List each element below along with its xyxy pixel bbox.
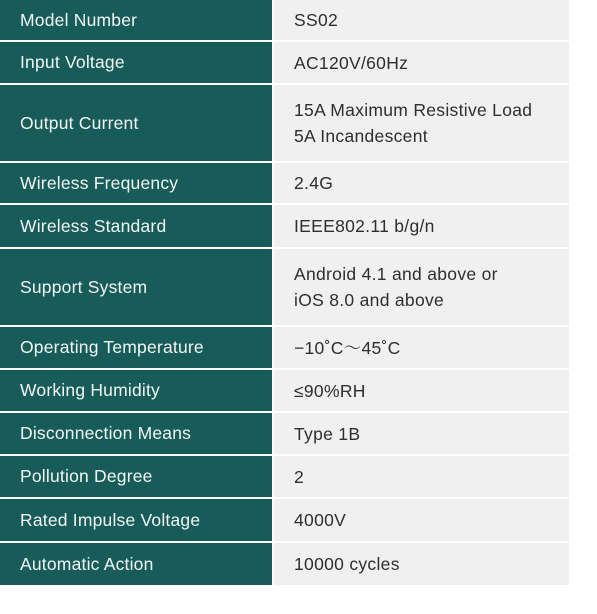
spec-value-line: 2.4G <box>294 173 334 193</box>
spec-value-line: −10˚C～45˚C <box>294 337 401 358</box>
spec-row-input-voltage <box>0 42 569 83</box>
spec-value-line: 2 <box>294 466 305 487</box>
spec-value-line: Android 4.1 and above or <box>294 264 498 284</box>
spec-row-support-system <box>0 249 569 325</box>
spec-value-line: 10000 cycles <box>294 554 400 574</box>
spec-label: Disconnection Means <box>0 413 272 454</box>
spec-row-wireless-standard <box>0 205 569 247</box>
spec-value-line: SS02 <box>294 10 339 30</box>
spec-row-automatic-action <box>0 543 569 585</box>
spec-label: Pollution Degree <box>0 456 272 497</box>
spec-label: Automatic Action <box>0 543 272 585</box>
spec-value-line: 5A Incandescent <box>294 126 428 146</box>
spec-row-working-humidity <box>0 370 569 411</box>
spec-value-line: IEEE802.11 b/g/n <box>294 216 435 236</box>
spec-row-pollution-degree <box>0 456 569 497</box>
spec-value-line: 4000V <box>294 510 347 530</box>
spec-label: Output Current <box>0 85 272 161</box>
spec-value-line: AC120V/60Hz <box>294 52 409 73</box>
spec-row-operating-temperature <box>0 327 569 368</box>
spec-label: Rated Impulse Voltage <box>0 499 272 541</box>
spec-label: Input Voltage <box>0 42 272 83</box>
spec-value <box>274 249 569 325</box>
spec-label: Model Number <box>0 0 272 40</box>
spec-row-output-current <box>0 85 569 161</box>
spec-value-line: Type 1B <box>294 423 361 444</box>
spec-row-rated-impulse-voltage <box>0 499 569 541</box>
spec-label: Wireless Standard <box>0 205 272 247</box>
spec-row-disconnection-means <box>0 413 569 454</box>
spec-value <box>274 0 569 40</box>
spec-value <box>274 456 569 497</box>
spec-label: Operating Temperature <box>0 327 272 368</box>
spec-value <box>274 42 569 83</box>
spec-value-line: 15A Maximum Resistive Load <box>294 100 533 120</box>
spec-label: Working Humidity <box>0 370 272 411</box>
spec-row-model-number <box>0 0 569 40</box>
spec-value <box>274 543 569 585</box>
spec-value <box>274 499 569 541</box>
spec-value-line: ≤90%RH <box>294 380 366 401</box>
spec-label: Support System <box>0 249 272 325</box>
spec-value-line: iOS 8.0 and above <box>294 290 445 310</box>
spec-row-wireless-frequency <box>0 163 569 203</box>
spec-value <box>274 163 569 203</box>
spec-value <box>274 370 569 411</box>
spec-value <box>274 205 569 247</box>
spec-value <box>274 327 569 368</box>
spec-label: Wireless Frequency <box>0 163 272 203</box>
spec-value <box>274 413 569 454</box>
spec-value <box>274 85 569 161</box>
